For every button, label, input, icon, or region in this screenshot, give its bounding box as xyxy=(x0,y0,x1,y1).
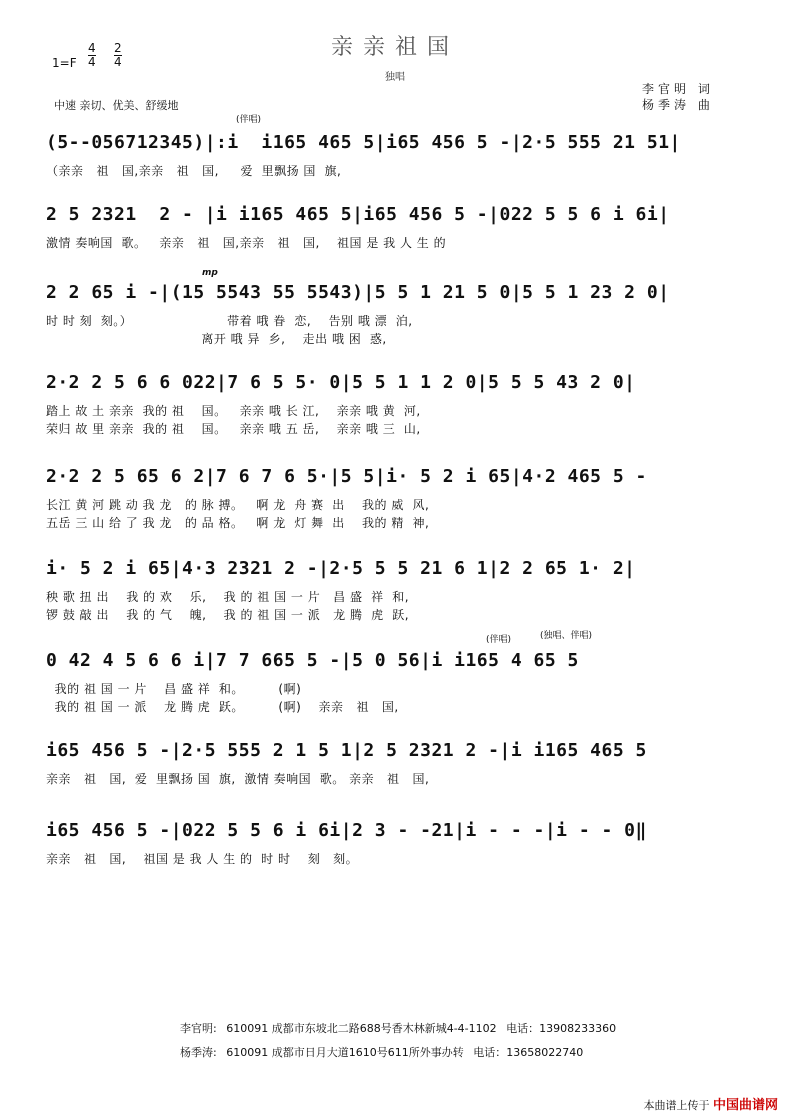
cue-label: (伴唱) xyxy=(236,115,262,125)
notation-line: (5--056712345)|:i i165 465 5|i65 456 5 -|2·5 555 21 51| xyxy=(46,132,681,153)
meter-top: 2 xyxy=(114,41,122,55)
lyric-line: 亲亲 祖 国, 爱 里飘扬 国 旗, 激情 奏响国 歌。 亲亲 祖 国, xyxy=(46,772,430,786)
subtitle: 独唱 xyxy=(385,72,405,83)
lyric-line: （亲亲 祖 国,亲亲 祖 国, 爱 里飘扬 国 旗, xyxy=(46,164,342,178)
contact-address: 610091 成都市日月大道1610号611所外事办转 xyxy=(226,1046,464,1059)
key-signature: 1=F xyxy=(52,56,77,70)
notation-line: i65 456 5 -|022 5 5 6 i 6i|2 3 - -21|i - - -|i - - 0‖ xyxy=(46,820,647,841)
notation-line: 0 42 4 5 6 6 i|7 7 665 5 -|5 0 56|i i165 4 65 5 xyxy=(46,650,579,671)
lyric-line: 锣 鼓 敲 出 我 的 气 魄, 我 的 祖 国 一 派 龙 腾 虎 跃, xyxy=(46,608,410,622)
notation-line: i· 5 2 i 65|4·3 2321 2 -|2·5 5 5 21 6 1|2 2 65 1· 2| xyxy=(46,558,636,579)
composer-credit: 杨季涛 曲 xyxy=(642,98,714,112)
tempo-marking: 中速 亲切、优美、舒缓地 xyxy=(54,99,179,112)
lyric-line: 荣归 故 里 亲亲 我的 祖 国。 亲亲 哦 五 岳, 亲亲 哦 三 山, xyxy=(46,422,421,436)
lyric-line: 离开 哦 异 乡, 走出 哦 困 惑, xyxy=(46,332,387,346)
meter-top: 4 xyxy=(88,41,96,55)
watermark-prefix: 本曲谱上传于 xyxy=(643,1099,710,1112)
contact-line-lyricist xyxy=(180,1020,622,1036)
notation-line: 2·2 2 5 6 6 022|7 6 5 5· 0|5 5 1 1 2 0|5 5 5 43 2 0| xyxy=(46,372,636,393)
lyric-line: 长江 黄 河 跳 动 我 龙 的 脉 搏。 啊 龙 舟 赛 出 我的 威 风, xyxy=(46,498,430,512)
contact-line-composer xyxy=(180,1044,589,1060)
watermark-site: 中国曲谱网 xyxy=(712,1098,778,1113)
lyric-line: 秧 歌 扭 出 我 的 欢 乐, 我 的 祖 国 一 片 昌 盛 祥 和, xyxy=(46,590,410,604)
notation-line: 2 2 65 i -|(15 5543 55 5543)|5 5 1 21 5 0|5 5 1 23 2 0| xyxy=(46,282,670,303)
lyric-line: 踏上 故 土 亲亲 我的 祖 国。 亲亲 哦 长 江, 亲亲 哦 黄 河, xyxy=(46,404,421,418)
lyric-line: 五岳 三 山 给 了 我 龙 的 品 格。 啊 龙 灯 舞 出 我的 精 神, xyxy=(46,516,430,530)
notation-line: 2·2 2 5 65 6 2|7 6 7 6 5·|5 5|i· 5 2 i 65|4·2 465 5 - xyxy=(46,466,647,487)
contact-phone: 电话：13908233360 xyxy=(506,1022,617,1035)
contact-name: 李官明: xyxy=(180,1022,217,1035)
notation-line: 2 5 2321 2 - |i i165 465 5|i65 456 5 -|022 5 5 6 i 6i| xyxy=(46,204,670,225)
notation-line: i65 456 5 -|2·5 555 2 1 5 1|2 5 2321 2 -|i i165 465 5 xyxy=(46,740,647,761)
lyricist-credit: 李官明 词 xyxy=(642,82,714,96)
site-watermark xyxy=(643,1094,778,1113)
dynamic-marking: mp xyxy=(202,268,218,278)
lyric-line: 激情 奏响国 歌。 亲亲 祖 国,亲亲 祖 国, 祖国 是 我 人 生 的 xyxy=(46,236,447,250)
lyric-line: 我的 祖 国 一 片 昌 盛 祥 和。 (啊) xyxy=(46,682,302,696)
lyric-line: 我的 祖 国 一 派 龙 腾 虎 跃。 (啊) 亲亲 祖 国, xyxy=(46,700,399,714)
contact-name: 杨季涛: xyxy=(180,1046,217,1059)
cue-label: (独唱、伴唱) xyxy=(540,631,593,641)
lyric-line: 亲亲 祖 国, 祖国 是 我 人 生 的 时 时 刻 刻。 xyxy=(46,852,359,866)
cue-label: (伴唱) xyxy=(486,635,512,645)
page-title: 亲亲祖国 xyxy=(330,35,459,60)
meter-bottom: 4 xyxy=(114,55,122,69)
contact-phone: 电话：13658022740 xyxy=(473,1046,584,1059)
meter-bottom: 4 xyxy=(88,55,96,69)
time-signature-1 xyxy=(88,42,96,69)
contact-address: 610091 成都市东坡北二路688号香木林新城4-4-1102 xyxy=(226,1022,497,1035)
lyric-line: 时 时 刻 刻。） 带着 哦 眷 恋, 告别 哦 漂 泊, xyxy=(46,314,413,328)
time-signature-2 xyxy=(114,42,122,69)
